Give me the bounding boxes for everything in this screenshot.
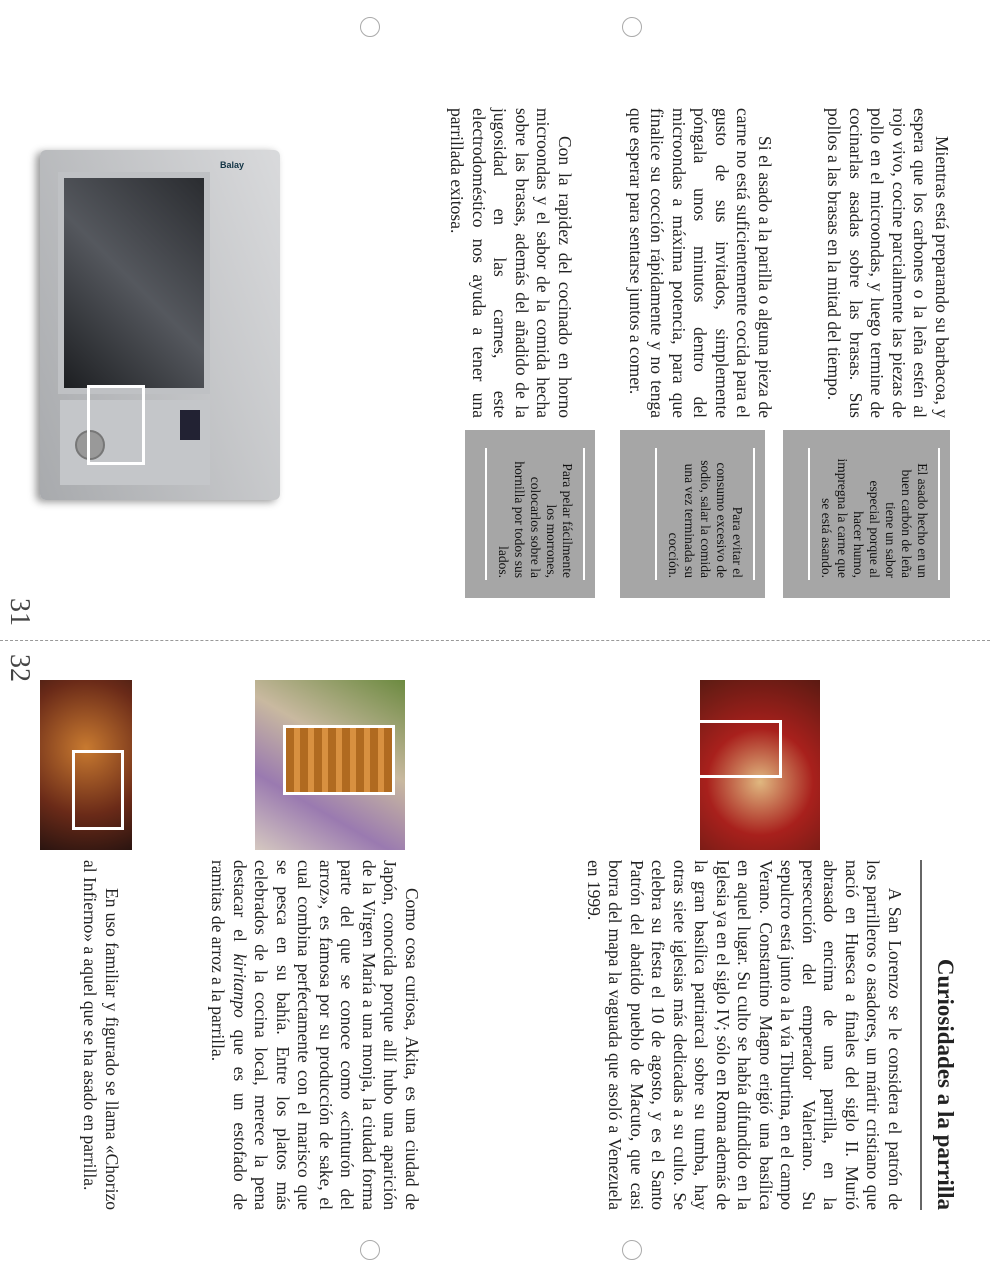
- tip-box-morrones: [465, 430, 595, 598]
- highlight-box: [87, 385, 145, 465]
- kiritanpo-term: kiritanpo: [230, 953, 250, 1018]
- paragraph-chorizo: En uso familiar y figurado se llama «Chorizo al Infierno» a aquel que se ha asado en parrilla.: [80, 860, 122, 1210]
- binder-hole: [622, 17, 642, 37]
- paragraph-akita: [207, 860, 422, 1210]
- tip-text: Para pelar fácilmente los morrones, colocarlos sobre la hornilla por todos sus lados.: [496, 461, 575, 578]
- skewers-image: [255, 680, 405, 850]
- paragraph-rapidez: Con la rapidez del cocinado en horno microondas y el sabor de la comida hecha sobre las brasas, además del añadido de la jugosidad en las carnes, este electrodoméstico nos ayuda a tener una parrillada exitosa.: [447, 108, 575, 418]
- microwave-image: [40, 150, 280, 500]
- display: [180, 410, 200, 440]
- akita-text: Como cosa curiosa, Akita, es una ciudad de Japón, conocida porque allí hubo una aparición de la Virgen María a una monja, la ciudad forma parte del que se conoce como «cinturón del arroz», es famosa por su producción de sake, el cual combina perfectamente con el marisco que se pesca en su bahía. Entre los platos más celebrados de la cocina local, merece la pena destacar el: [230, 860, 422, 1210]
- akita-text-end: que es un estofado de ramitas de arroz a la parrilla.: [208, 860, 250, 1210]
- paragraph-barbacoa: Mientras está preparando su barbacoa, y espera que los carbones o la leña estén al rojo vivo, cocine parcialmente las piezas de pollo en el microondas, y luego termine de cocinarlas asadas sobre las brasas. Sus pollos a las brasas en la mitad del tiempo.: [824, 108, 952, 418]
- page-fold-divider: [0, 640, 990, 641]
- binder-hole: [360, 1240, 380, 1260]
- paragraph-asado: Si el asado a la parilla o alguna pieza de carne no está suficientemente cocida para el gusto de sus invitados, simplemente póngala unos minutos dentro del microondas a máxima potencia, para que finalice su cocción rápidamente y no tenga que esperar para sentarse juntos a comer.: [626, 108, 775, 418]
- tip-text: El asado hecho en un buen carbón de leña tiene un sabor especial porque al hacer humo, impregna la carne que se está asando.: [819, 458, 930, 578]
- highlight-box: [696, 720, 782, 778]
- page-title: Curiosidades a la parrilla: [933, 958, 958, 1210]
- binder-hole: [622, 1240, 642, 1260]
- tip-box-carbon: [783, 430, 950, 598]
- title-rule: [920, 860, 922, 1210]
- tip-text: Para evitar el consumo excesivo de sodio, salar la comida una vez terminada su cocción.: [666, 460, 745, 578]
- paragraph-san-lorenzo: A San Lorenzo se le considera el patrón de los parrilleros o asadores, un mártir cristiano que nació en Huesca a finales del siglo II. Murió abrasado encima de una parrilla, en la persecución del emperador Valeriano. Su sepulcro está junto a la vía Tiburtina, en el campo Verano. Constantino Magno erigió una basílica en aquel lugar. Su culto se había difundido en la Iglesia ya en el siglo IV; sólo en Roma además de la gran basílica patriarcal sobre su tumba, hay otras siete iglesias más dedicadas a su culto. Se celebra su fiesta el 10 de agosto, y es el Santo Patrón del abatido pueblo de Macuto, que casi borra del mapa la vaguada que asoló a Venezuela en 1999.: [584, 860, 905, 1210]
- saint-lorenzo-image: [700, 680, 820, 850]
- grilled-food-image: [40, 680, 132, 850]
- tip-box-sodio: [620, 430, 765, 598]
- microwave-door-window: [58, 172, 210, 394]
- highlight-box: [72, 750, 124, 830]
- highlight-box: [283, 725, 395, 795]
- binder-hole: [360, 17, 380, 37]
- brand-logo: Balay: [220, 160, 245, 170]
- page-number-32: 32: [4, 654, 35, 682]
- page-number-31: 31: [4, 598, 35, 626]
